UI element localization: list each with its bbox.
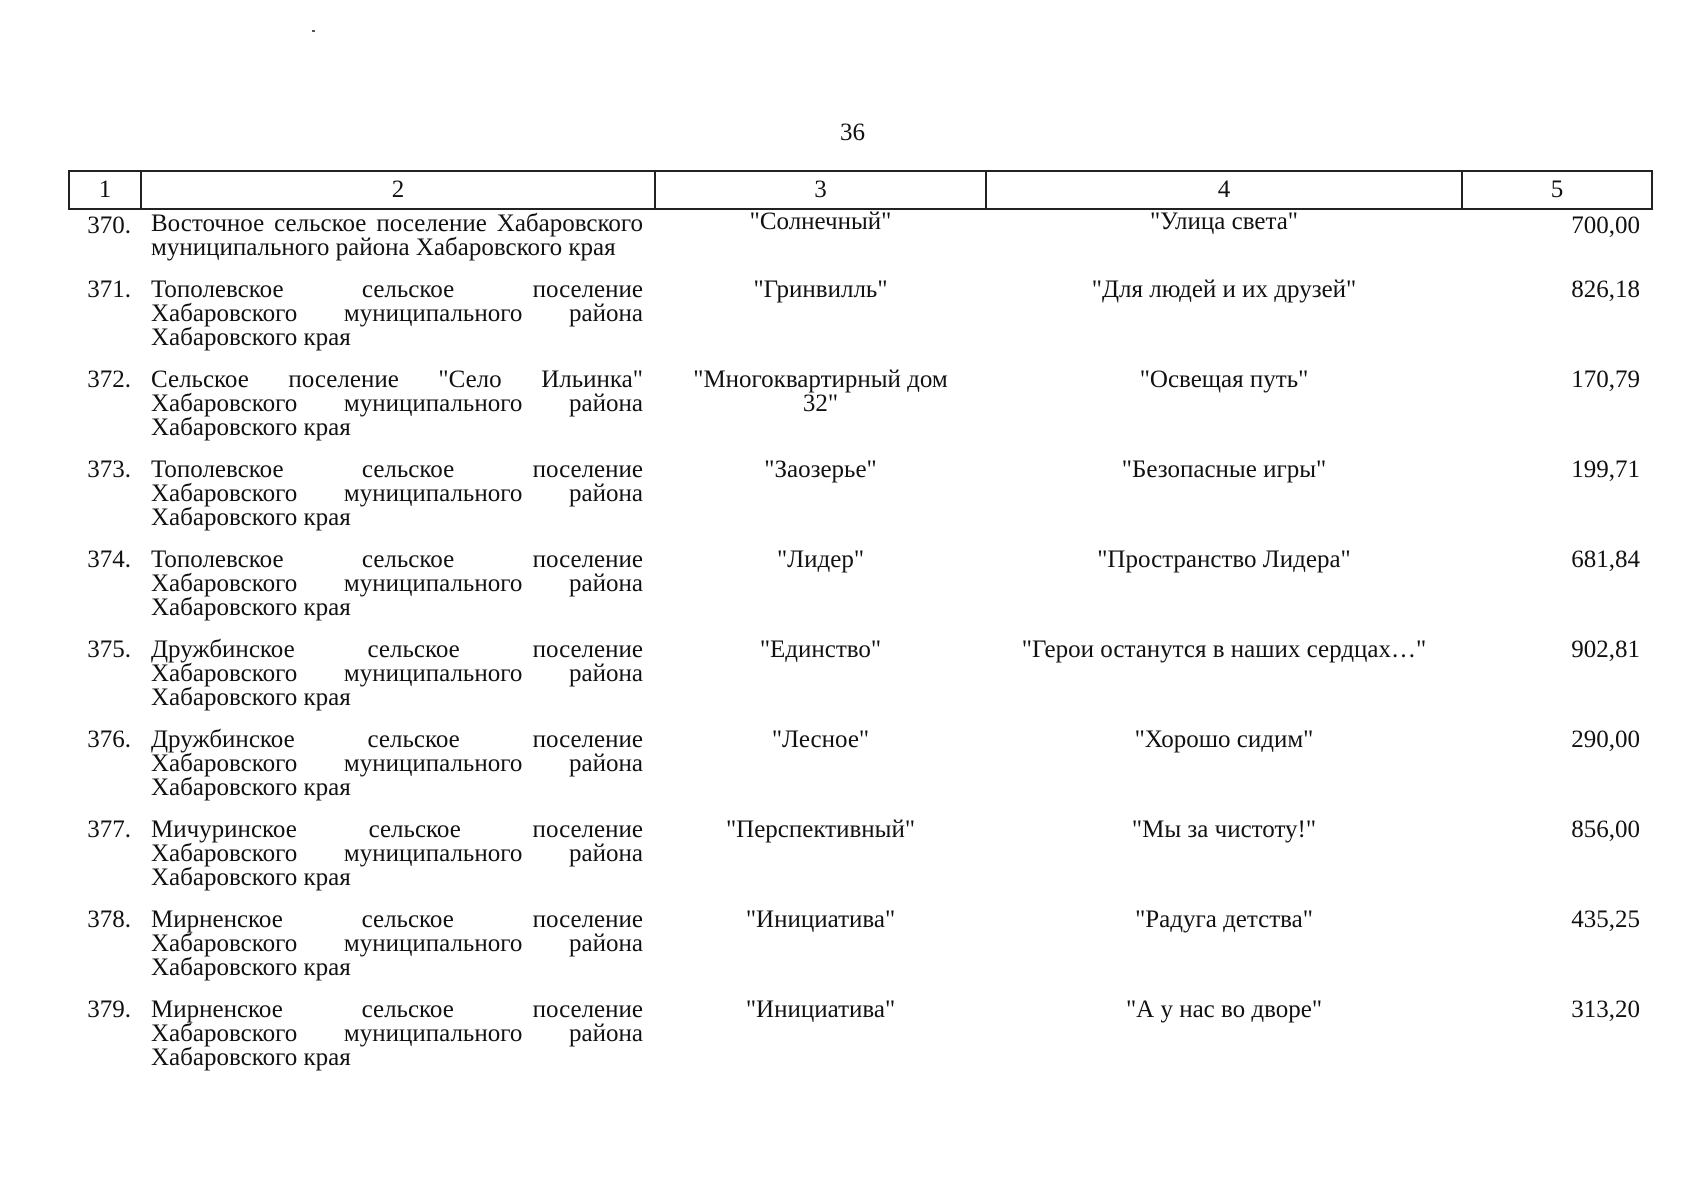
table-row: [69, 818, 1652, 908]
project-name: "Мы за чистоту!": [1131, 816, 1317, 843]
object-name: "Единство": [759, 636, 882, 663]
table-row: [69, 548, 1652, 638]
settlements-table: [68, 170, 1653, 1088]
settlement-name: Тополевское сельское поселение Хабаровского муниципального района Хабаровского края: [151, 546, 643, 621]
amount-value: 902,81: [1571, 636, 1640, 663]
column-header-1: 1: [69, 171, 141, 209]
amount-value: 681,84: [1571, 546, 1640, 573]
amount-value: 290,00: [1571, 726, 1640, 753]
object-name: "Заозерье": [764, 456, 877, 483]
page-number: 36: [840, 119, 865, 146]
table-row: [69, 728, 1652, 818]
table-row: [69, 998, 1652, 1088]
settlement-name: Дружбинское сельское поселение Хабаровского муниципального района Хабаровского края: [151, 726, 643, 801]
project-name: "Пространство Лидера": [1097, 546, 1351, 573]
settlement-name: Сельское поселение "Село Ильинка" Хабаровского муниципального района Хабаровского края: [151, 366, 643, 441]
amount-value: 856,00: [1571, 816, 1640, 843]
column-header-5: 5: [1462, 171, 1652, 209]
settlement-name: Мирненское сельское поселение Хабаровского муниципального района Хабаровского края: [151, 996, 643, 1071]
settlement-name: Мирненское сельское поселение Хабаровского муниципального района Хабаровского края: [151, 906, 643, 981]
scan-speck: [312, 30, 315, 32]
object-name: "Перспективный": [725, 816, 916, 843]
column-header-3: 3: [655, 171, 986, 209]
amount-value: 313,20: [1571, 996, 1640, 1023]
amount-value: 199,71: [1571, 456, 1640, 483]
object-name: "Солнечный": [749, 208, 892, 235]
row-number: 378.: [87, 906, 131, 933]
object-name: "Инициатива": [745, 906, 896, 933]
settlement-name: Мичуринское сельское поселение Хабаровского муниципального района Хабаровского края: [151, 816, 643, 891]
table-row: [69, 209, 1652, 278]
table-body: [69, 209, 1652, 1088]
row-number: 379.: [87, 996, 131, 1023]
project-name: "А у нас во дворе": [1125, 996, 1323, 1023]
object-name: "Гринвилль": [753, 276, 888, 303]
project-name: "Радуга детства": [1135, 906, 1313, 933]
settlement-name: Тополевское сельское поселение Хабаровского муниципального района Хабаровского края: [151, 276, 643, 351]
project-name: "Безопасные игры": [1121, 456, 1327, 483]
object-name: "Лидер": [776, 546, 865, 573]
settlement-name: Дружбинское сельское поселение Хабаровского муниципального района Хабаровского края: [151, 636, 643, 711]
settlement-name: Тополевское сельское поселение Хабаровского муниципального района Хабаровского края: [151, 456, 643, 531]
column-header-4: 4: [986, 171, 1462, 209]
table-row: [69, 908, 1652, 998]
project-name: "Улица света": [1149, 208, 1299, 235]
row-number: 375.: [87, 636, 131, 663]
table-row: [69, 278, 1652, 368]
amount-value: 435,25: [1571, 906, 1640, 933]
amount-value: 826,18: [1571, 276, 1640, 303]
object-name: "Лесное": [771, 726, 870, 753]
project-name: "Для людей и их друзей": [1091, 276, 1357, 303]
settlement-name: Восточное сельское поселение Хабаровского муниципального района Хабаровского края: [151, 210, 643, 261]
amount-value: 700,00: [1571, 212, 1640, 239]
table-header: [69, 171, 1652, 209]
table-row: [69, 638, 1652, 728]
column-header-2: 2: [141, 171, 655, 209]
column-number-row: [69, 171, 1652, 209]
object-name: "Инициатива": [745, 996, 896, 1023]
project-name: "Герои останутся в наших сердцах…": [1021, 636, 1427, 663]
row-number: 370.: [87, 212, 131, 239]
row-number: 371.: [87, 276, 131, 303]
table-row: [69, 368, 1652, 458]
object-name: "Многоквартирный дом 32": [693, 366, 948, 417]
table-row: [69, 458, 1652, 548]
amount-value: 170,79: [1571, 366, 1640, 393]
project-name: "Хорошо сидим": [1134, 726, 1314, 753]
row-number: 376.: [87, 726, 131, 753]
row-number: 373.: [87, 456, 131, 483]
row-number: 372.: [87, 366, 131, 393]
row-number: 374.: [87, 546, 131, 573]
project-name: "Освещая путь": [1139, 366, 1309, 393]
row-number: 377.: [87, 816, 131, 843]
